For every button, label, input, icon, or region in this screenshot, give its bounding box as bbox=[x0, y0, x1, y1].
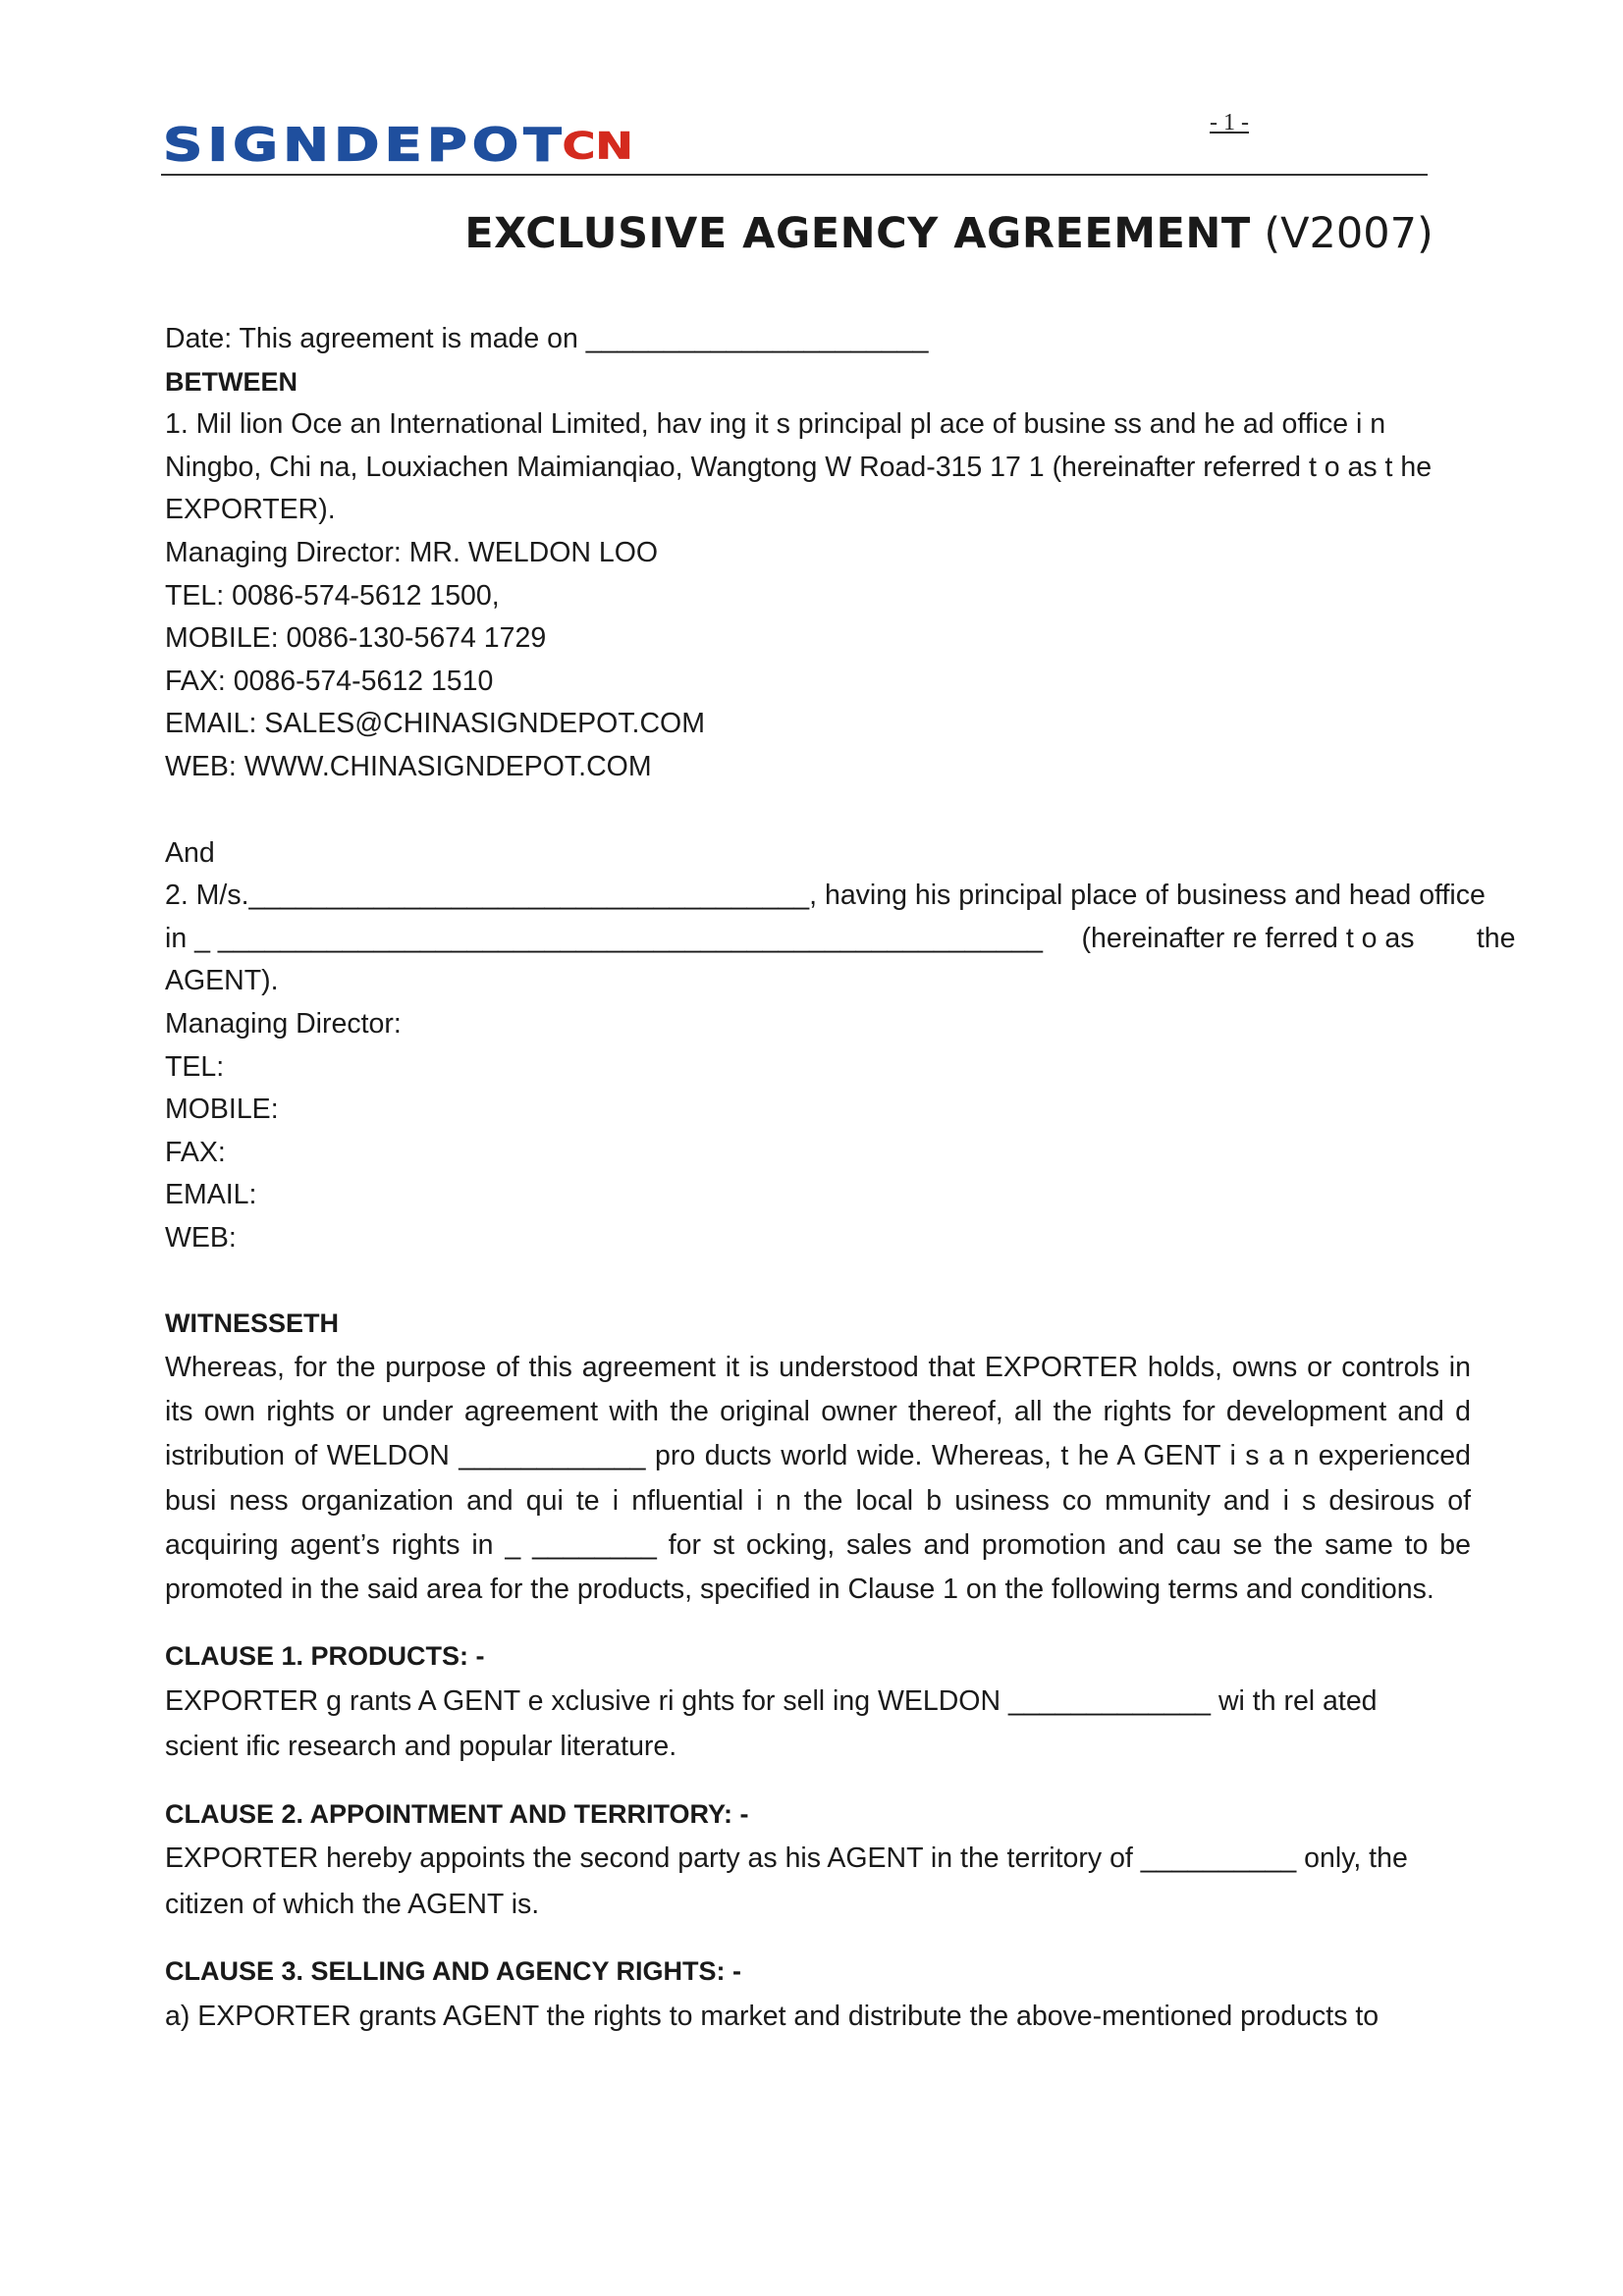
party2-line: AGENT). bbox=[165, 965, 279, 997]
party1-mobile: MOBILE: 0086-130-5674 1729 bbox=[165, 622, 547, 655]
document-body bbox=[165, 318, 1516, 2040]
party1-tel: TEL: 0086-574-5612 1500, bbox=[165, 579, 500, 612]
document-title bbox=[0, 209, 1623, 258]
clause-text: a) EXPORTER grants AGENT the rights to market and distribute the above-mentioned products to bbox=[165, 2001, 1380, 2033]
page-number: - 1 - bbox=[1210, 110, 1249, 135]
clause-heading: CLAUSE 3. SELLING AND AGENCY RIGHTS: - bbox=[165, 1956, 742, 1987]
party1-line: 1. Mil lion Oce an International Limited, hav ing it s principal pl ace of busine ss and he ad office i n bbox=[165, 408, 1386, 441]
party2-line: in _ _____________________________________________________ (hereinafter re ferred t o as the bbox=[165, 922, 1516, 954]
party2-managing-director: Managing Director: bbox=[165, 1007, 402, 1040]
clause-heading: CLAUSE 2. APPOINTMENT AND TERRITORY: - bbox=[165, 1798, 749, 1829]
party2-email: EMAIL: bbox=[165, 1179, 257, 1211]
between-heading: BETWEEN bbox=[165, 366, 298, 397]
spacer bbox=[165, 1927, 1471, 1950]
clause-text: EXPORTER hereby appoints the second party as his AGENT in the territory of __________ only, the citizen of which the AGENT is. bbox=[165, 1842, 1408, 1920]
party1-web: WEB: WWW.CHINASIGNDEPOT.COM bbox=[165, 750, 652, 782]
clause-text: EXPORTER g rants A GENT e xclusive ri ghts for sell ing WELDON _____________ wi th rel ated scient ific research and popular literature. bbox=[165, 1684, 1378, 1763]
party1-line: EXPORTER). bbox=[165, 494, 336, 526]
party2-fax: FAX: bbox=[165, 1136, 226, 1168]
spacer bbox=[165, 1612, 1471, 1635]
spacer bbox=[165, 789, 1471, 832]
party2-web: WEB: bbox=[165, 1221, 237, 1254]
spacer bbox=[165, 1259, 1471, 1303]
party1-managing-director: Managing Director: MR. WELDON LOO bbox=[165, 536, 659, 568]
party2-mobile: MOBILE: bbox=[165, 1094, 279, 1126]
witnesseth-heading: WITNESSETH bbox=[165, 1308, 340, 1339]
logo-cn-mark: CN bbox=[562, 124, 633, 168]
header-divider bbox=[161, 174, 1428, 176]
party2-line: 2. M/s.____________________________________, having his principal place of business and head office bbox=[165, 880, 1486, 912]
logo bbox=[163, 110, 633, 171]
party2-tel: TEL: bbox=[165, 1050, 225, 1083]
witnesseth-text: Whereas, for the purpose of this agreement it is understood that EXPORTER holds, owns or controls in its own rights or under agreement with the original owner thereof, all the rights for development and d istribution of WELDON ____________ pro ducts world wide. Whereas, t he A GENT i s a n experienced busi ness organization and qui te i nfluential i n the local b usiness co mmunity and i s desirous of acquiring agent’s rights in _ ________ for st ocking, sales and promotion and cau se the same to be promoted in the said area for the products, specified in Clause 1 on the following terms and conditions. bbox=[165, 1352, 1471, 1606]
clause-heading: CLAUSE 1. PRODUCTS: - bbox=[165, 1641, 485, 1672]
date-line: Date: This agreement is made on ______________________ bbox=[165, 323, 929, 354]
party1-email: EMAIL: SALES@CHINASIGNDEPOT.COM bbox=[165, 708, 705, 740]
and-connector: And bbox=[165, 836, 215, 869]
party1-line: Ningbo, Chi na, Louxiachen Maimianqiao, Wangtong W Road-315 17 1 (hereinafter referred t o as t he bbox=[165, 451, 1433, 483]
logo-wordmark: SIGNDEPOT bbox=[163, 119, 567, 172]
title-version: (V2007) bbox=[1264, 209, 1434, 258]
title-main: EXCLUSIVE AGENCY AGREEMENT bbox=[464, 209, 1251, 258]
spacer bbox=[165, 1770, 1471, 1793]
party1-fax: FAX: 0086-574-5612 1510 bbox=[165, 665, 494, 697]
